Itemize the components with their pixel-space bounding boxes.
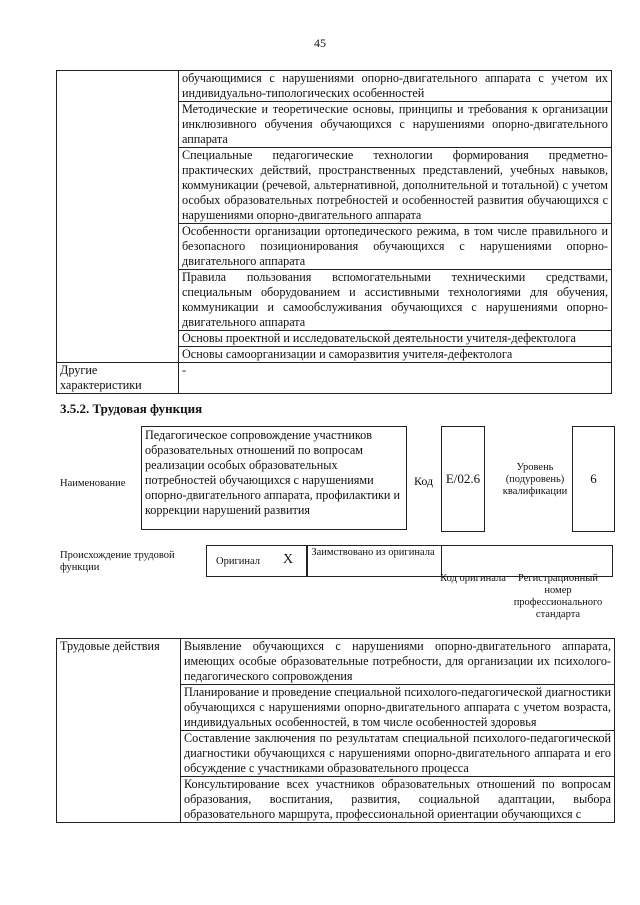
function-name-box: Педагогическое сопровождение участников образовательных отношений по вопросам реализации особых образовательных потребностей обучающихся с нарушениями опорно-двигательного аппарата, профилактики и коррекции нарушений развития — [141, 426, 407, 530]
other-characteristics-value: - — [179, 363, 612, 394]
level-label: Уровень (подуровень) квалификации — [502, 462, 568, 497]
row-text: Методические и теоретические основы, принципы и требования к организации инклюзивного обучения обучающихся с нарушениями опорно-двигательного аппарата — [179, 102, 612, 148]
knowledge-table — [56, 70, 612, 394]
original-mark: X — [283, 552, 294, 567]
page-number: 45 — [314, 36, 326, 50]
section-title: 3.5.2. Трудовая функция — [60, 401, 203, 416]
other-characteristics-label: Другие характеристики — [57, 363, 179, 394]
code-label: Код — [414, 474, 434, 488]
name-label: Наименование — [60, 478, 126, 489]
row-text: Составление заключения по результатам специальной психолого-педагогической диагностики обучающихся с нарушениями опорно-двигательного аппарата и его обсуждение с участниками образовательного процесса — [181, 731, 615, 777]
level-value: 6 — [572, 426, 615, 532]
row-text: Основы проектной и исследовательской деятельности учителя-дефектолога — [179, 331, 612, 347]
labor-actions-table — [56, 638, 615, 823]
row-text: Выявление обучающихся с нарушениями опорно-двигательного аппарата, имеющих особые образовательные потребности, для организации их психолого-педагогического сопровождения — [181, 639, 615, 685]
row-text: Правила пользования вспомогательными техническими средствами, специальным оборудованием и ассистивными технологиями для обучения, коммуникации и самообслуживания обучающихся с нарушениями опорно-двигательного аппарата — [179, 270, 612, 331]
row-label-cell — [57, 71, 179, 363]
row-text: Специальные педагогические технологии формирования предметно-практических действий, пространственных представлений, учебных навыков, коммуникации (речевой, альтернативной, дополнительной и тотальной) с учетом особых образовательных потребностей и особенностей развития обучающихся с нарушениями опорно-двигательного аппарата — [179, 148, 612, 224]
labor-actions-label: Трудовые действия — [57, 639, 181, 823]
code-value: E/02.6 — [441, 426, 485, 532]
row-text: Основы самоорганизации и саморазвития учителя-дефектолога — [179, 347, 612, 363]
reg-number-label: Регистрационный номер профессионального стандарта — [513, 573, 603, 620]
row-text: Консультирование всех участников образовательных отношений по вопросам образования, воспитания, развития, социальной адаптации, выбора образовательного маршрута, профессиональной ориентации обучающихся с — [181, 777, 615, 823]
table-row — [57, 71, 612, 102]
table-row — [57, 363, 612, 394]
borrowed-label: Заимствовано из оригинала — [311, 547, 435, 558]
row-text: обучающимися с нарушениями опорно-двигательного аппарата с учетом их индивидуально-типологических особенностей — [179, 71, 612, 102]
original-label: Оригинал — [216, 556, 260, 567]
table-row — [57, 639, 615, 685]
origin-label: Происхождение трудовой функции — [60, 550, 175, 573]
row-text: Особенности организации ортопедического режима, в том числе правильного и безопасного позиционирования обучающихся с нарушениями опорно-двигательного аппарата — [179, 224, 612, 270]
code-original-label: Код оригинала — [440, 573, 506, 584]
row-text: Планирование и проведение специальной психолого-педагогической диагностики обучающихся с нарушениями опорно-двигательного аппарата с учетом возраста, индивидуальных особенностей, в том числе особенностей здоровья — [181, 685, 615, 731]
